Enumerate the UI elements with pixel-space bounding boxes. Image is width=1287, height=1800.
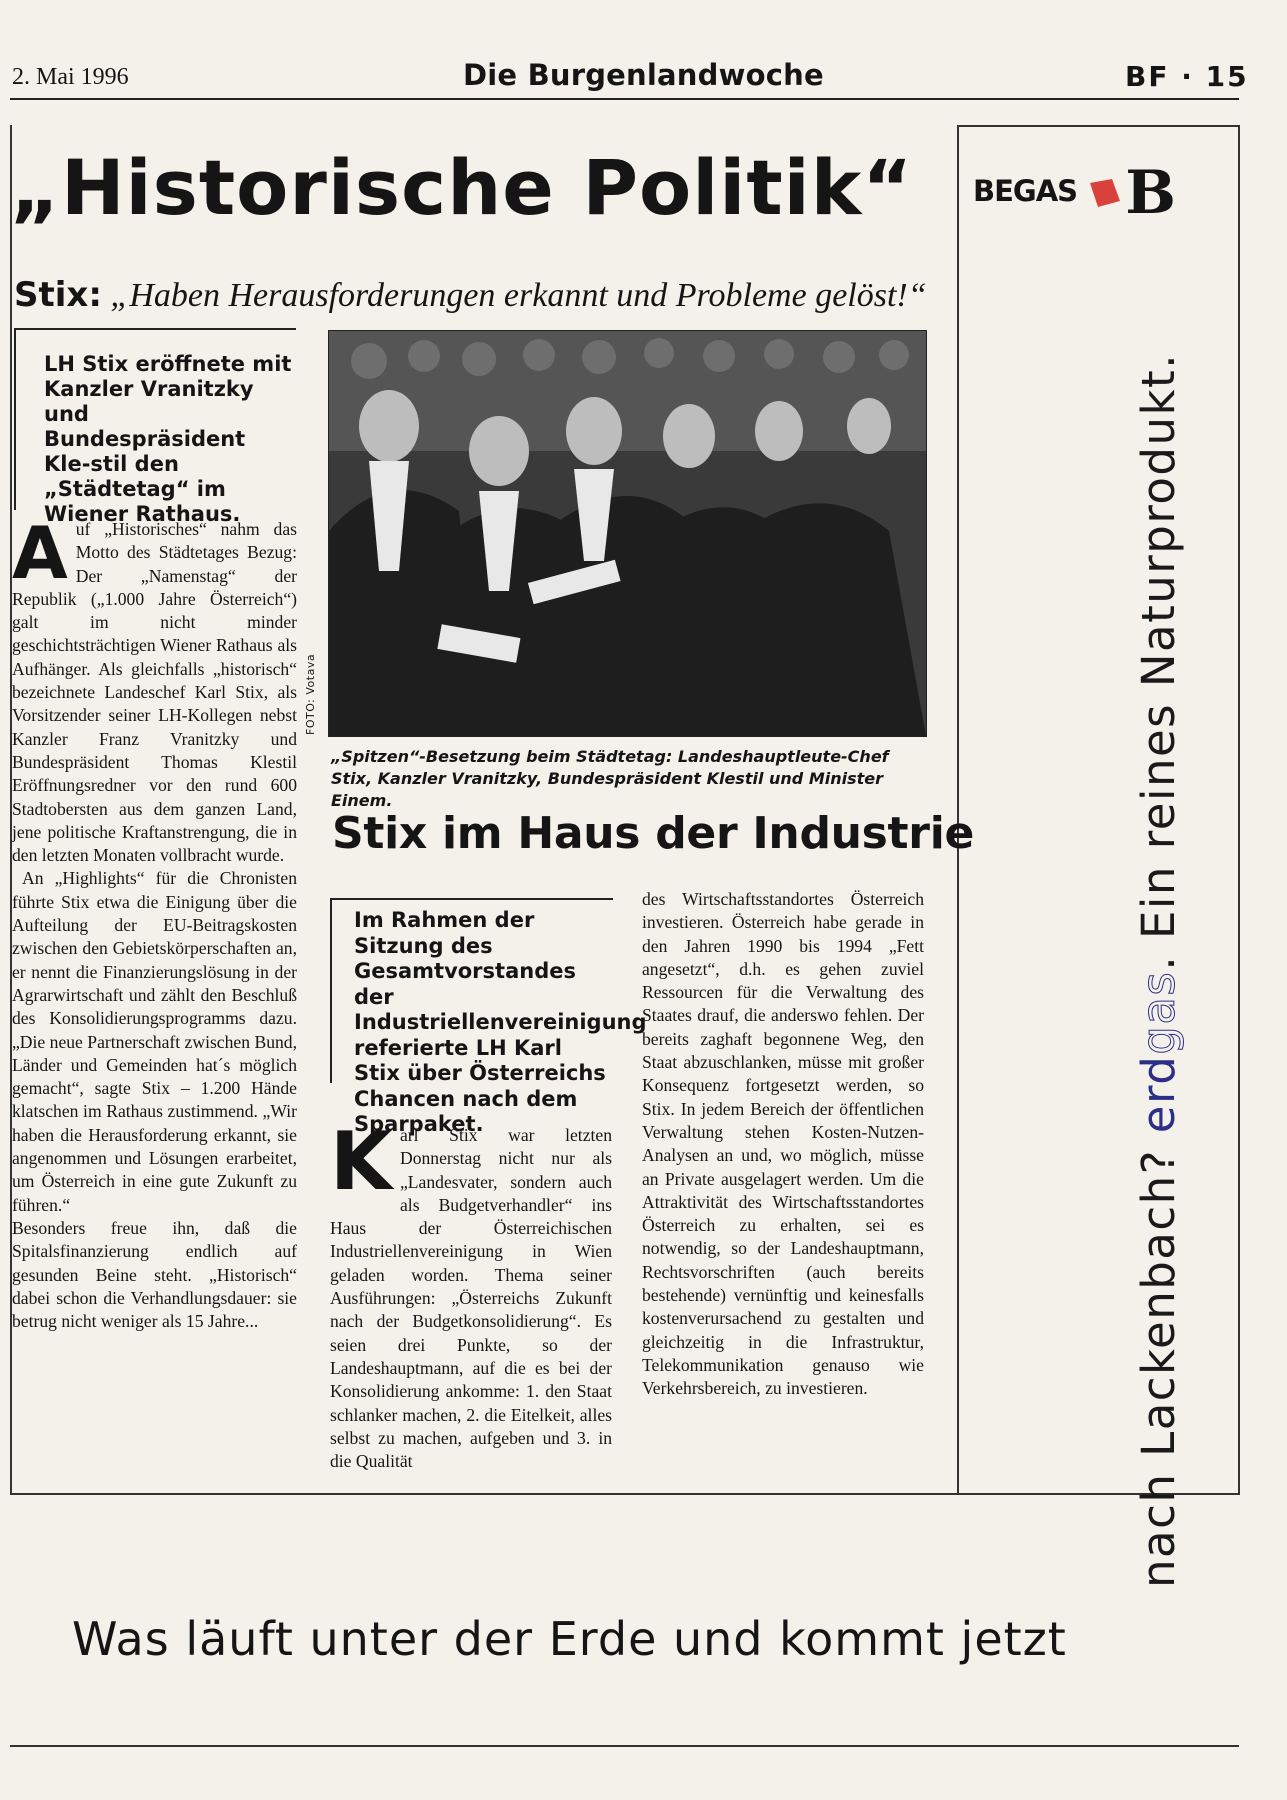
- lead-bar: [14, 328, 16, 510]
- second-article-column-1: [330, 1115, 612, 1473]
- begas-logo: [973, 158, 1175, 228]
- article-paragraph: Auf „Historisches“ nahm das Motto des Städtetages Bezug: Der „Namenstag“ der Republik („1.000 Jahre Österreich“) galt im nicht minder geschichtsträchtigen Wiener Rathaus als Aufhänger. Als gleichfalls „historisch“ bezeichnete Landeschef Karl Stix, als Vorsitzender seiner LH-Kollegen nebst Kanzler Franz Vranitzky und Bundespräsident Thomas Klestil Eröffnungsredner vor den rund 600 Stadtobersten aus dem ganzen Land, jene politische Kraftanstrengung, die in den letzten Monaten vollbracht wurde.: [12, 511, 297, 866]
- header-rule: [10, 98, 1239, 100]
- subheadline-quote: „Haben Herausforderungen erkannt und Probleme gelöst!“: [110, 277, 927, 314]
- article-lead: LH Stix eröffnete mit Kanzler Vranitzky und Bundespräsident Kle-stil den „Städtetag“ im Wiener Rathaus.: [44, 352, 292, 526]
- article-paragraph: Besonders freue ihn, daß die Spitalsfinanzierung endlich auf gesunden Beine steht. „Historisch“ dabei schon die Verhandlungsdauer: sie betrug nicht weniger als 15 Jahre...: [12, 1217, 297, 1332]
- ad-bottom-text: Was läuft unter der Erde und kommt jetzt: [72, 1612, 1067, 1666]
- lead-rule: [14, 328, 296, 330]
- article-paragraph: Karl Stix war letzten Donnerstag nicht nur als „Landesvater, sondern auch als Budgetverhandler“ ins Haus der Österreichischen Industriellenvereinigung in Wien geladen worden. Thema seiner Ausführungen: „Österreichs Zukunft nach der Budgetkonsolidierung“. Es seien drei Punkte, so der Landeshauptmann, auf die es bei der Konsolidierung ankomme: 1. den Staat schlanker machen, 2. die Eitelkeit, alles selbst zu machen, aufgeben und 3. in die Qualität: [330, 1115, 612, 1472]
- page-number: BF · 15: [1125, 60, 1249, 93]
- erdgas-erd: erd: [1132, 1054, 1185, 1134]
- brand-name: BEGAS: [973, 174, 1078, 208]
- logo-flag-icon: [1090, 179, 1120, 207]
- article-subheadline: [14, 275, 927, 315]
- article-paragraph: An „Highlights“ für die Chronisten führte Stix etwa die Einigung über die Aufteilung der EU-Beitragskosten zwischen den Gebietskörperschaften an, er nennt die Finanzierungslösung in der Agrarwirtschaft und zählt den Beschluß des Konsolidierungsprogramms dazu. „Die neue Partnerschaft zwischen Bund, Länder und Gemeinden hat´s möglich gemacht“, sagte Stix – 1.200 Hände klatschen im Rathaus zustimmend. „Wir haben die Herausforderung erkannt, sie angenommen und Lösungen erarbeitet, um Österreich in eine gute Zukunft zu führen.“: [12, 868, 297, 1215]
- logo-letter: B: [1125, 158, 1175, 228]
- article-paragraph: des Wirtschaftsstandortes Österreich investieren. Österreich habe gerade in den Jahren 1990 bis 1994 „Fett angesetzt“, d.h. es gehen zuviel Ressourcen für die Verwaltung des Staates drauf, die anderswo fehlen. Der bereits zaghaft begonnene Weg, den Staat abzuschlanken, müsse mit großer Konsequenz fortgesetzt werden, so Stix. In jedem Bereich der öffentlichen Verwaltung stehen Kosten-Nutzen-Analysen an und, wo möglich, müsse an Private ausgelagert werden. Um die Attraktivität des Wirtschaftsstandortes Österreich zu erhalten, sei es notwendig, so der Landeshauptmann, Rechtsvorschriften (auch bereits bestehende) vernünftig und keinesfalls kostenverursachend zu gestalten und gleichzeitig in die Infrastruktur, Telekommunikation genauso wie Verkehrsbereich, zu investieren.: [642, 889, 924, 1399]
- drop-cap: K: [330, 1115, 392, 1208]
- newspaper-title: Die Burgenlandwoche: [463, 58, 824, 92]
- lead-rule: [330, 898, 613, 900]
- event-photo: [328, 330, 927, 737]
- subheadline-label: Stix:: [14, 275, 102, 315]
- advertisement-box: [957, 125, 1240, 1495]
- second-article-headline: Stix im Haus der Industrie: [332, 808, 975, 859]
- ad-vertical-text: nach Lackenbach? erdgas. Ein reines Naturprodukt.: [1132, 352, 1185, 1588]
- issue-date: 2. Mai 1996: [12, 64, 129, 90]
- photo-credit: FOTO: Votava: [304, 653, 317, 735]
- article-body-column: [12, 511, 297, 1333]
- second-article-column-2: [642, 888, 924, 1401]
- article-headline: „Historische Politik“: [10, 143, 914, 232]
- bottom-rule: [10, 1745, 1239, 1747]
- photo-caption: „Spitzen“-Besetzung beim Städtetag: Landeshauptleute-Chef Stix, Kanzler Vranitzky, Bundespräsident Klestil und Minister Einem.: [331, 747, 889, 810]
- drop-cap: A: [12, 511, 68, 595]
- erdgas-gas: gas: [1132, 970, 1185, 1055]
- second-article-lead: Im Rahmen der Sitzung des Gesamtvorstandes der Industriellenvereinigung referierte LH Karl Stix über Österreichs Chancen nach dem Sparpaket.: [354, 908, 647, 1136]
- lead-bar: [330, 898, 332, 1083]
